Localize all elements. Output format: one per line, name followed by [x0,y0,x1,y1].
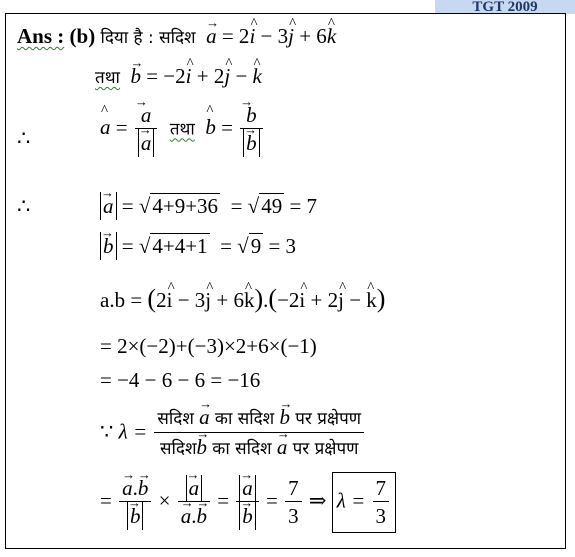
num-word-2: का सदिश [214,409,275,429]
den-word-1: सदिश [160,439,197,459]
answer-box [5,13,566,549]
sqrt-9: 9 [250,234,262,258]
line-lambda-definition: ∵ λ = $\frac{\text{सदिश → a का सदिश → b पर प्रक्षेपण}}{\text{सदिश→ b का सदिश → a पर प्रक्षेपण}}$ [100,404,366,463]
given-text: दिया है : सदिश [100,28,196,48]
ans-label: Ans : [17,24,65,48]
therefore-symbol: ∴ [17,126,31,150]
line-vector-b: तथा → b = −2^ i + 2^ j − ^ k [95,62,262,92]
line-dot-product: a.b = (2^ i − 3^ j + 6^ k).(−2^ i + 2^ j − ^ k) [100,285,385,314]
den-word-2: का सदिश [212,439,272,459]
final-three: 3 [375,504,387,528]
because-symbol: ∵ [100,419,114,444]
tatha-word: तथा [95,68,120,88]
num-word-3: पर प्रक्षेपण [295,409,362,429]
line-expansion: = 2×(−2)+(−3)×2+6×(−1) [100,334,317,358]
frac-seven: 7 [285,475,302,502]
num-word-1: सदिश [157,409,194,429]
sqrt-content-a: 4+9+36 [152,194,219,218]
magnitude-b-result: = 3 [268,234,297,258]
final-answer-box [332,472,396,533]
therefore-symbol-2: ∴ [17,194,31,218]
den-word-3: पर प्रक्षेपण [292,439,359,459]
final-seven: 7 [373,475,390,502]
line-final: = → a.→ b → b × → a → a.→ b = → a → b = $\frac{7}{3}$ ⇒ λ = $\frac{7}{3}$ [100,472,396,533]
vector-a: → a [206,22,217,50]
final-lambda: λ = [336,488,366,513]
line-unit-vectors: ^ a = → a → a तथा ^ b = → b → b [100,102,265,157]
magnitude-a-result: = 7 [289,194,318,218]
lambda-label: λ = [118,419,148,444]
dot-lhs: a.b [100,288,126,312]
line-magnitude-a: → a = √4+9+36 = √49 = 7 [100,192,317,220]
sqrt-49: 49 [261,194,283,218]
frac-three: 3 [288,504,299,528]
sqrt-content-b: 4+4+1 [152,234,208,258]
line-magnitude-b: → b = √4+4+1 = √9 = 3 [100,232,296,260]
answer-option: (b) [69,24,96,48]
line-sum: = −4 − 6 − 6 = −16 [100,368,261,392]
exam-tag: TGT 2009 [435,0,575,14]
line-given: Ans : (b) दिया है : सदिश → a = 2^ i − 3^ j + 6^ k [17,22,336,52]
tatha-word-2: तथा [169,119,195,140]
